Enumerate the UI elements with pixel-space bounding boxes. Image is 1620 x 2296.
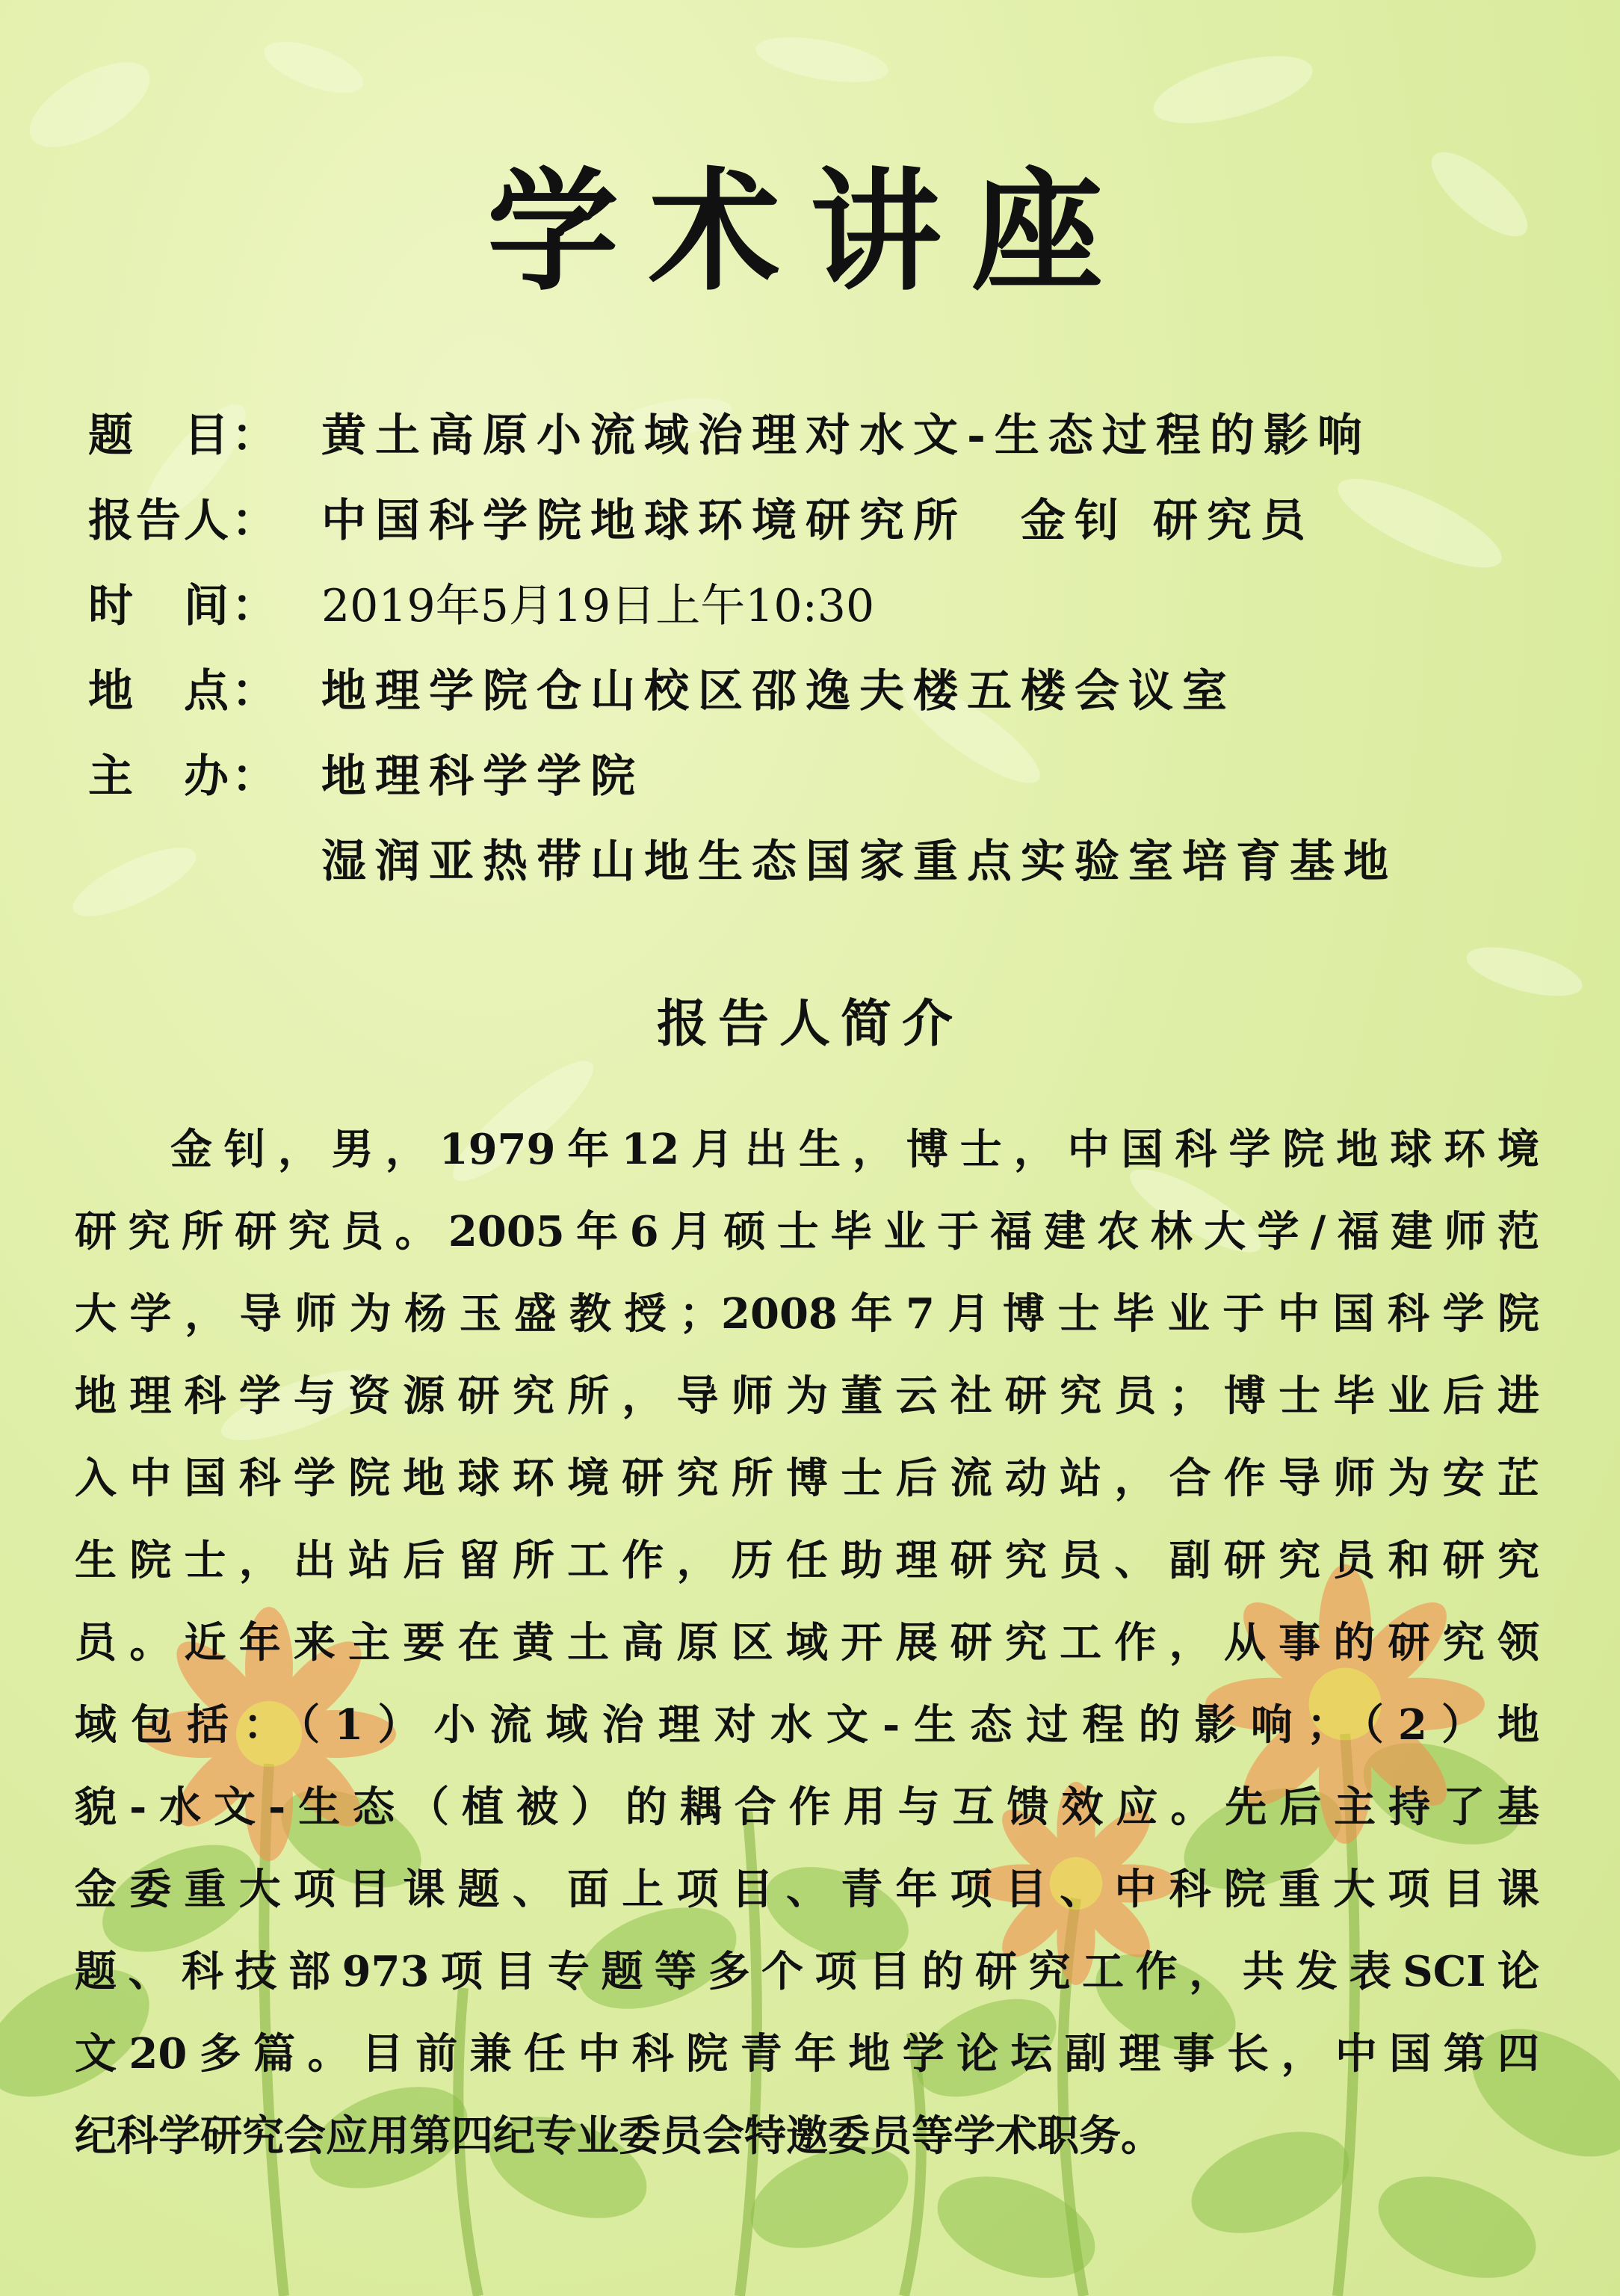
bio-title: 报告人简介 — [656, 994, 963, 1054]
host-row-2 — [321, 828, 1397, 895]
host-value-2: 湿润亚热带山地生态国家重点实验室培育基地 — [321, 836, 1397, 888]
venue-row — [88, 658, 1236, 725]
poster-title: 学术讲座 — [486, 154, 1133, 309]
bio-line: 金钊，男，1979年12月出生，博士，中国科学院地球环境 — [170, 1125, 1539, 1174]
bio-line: 文20多篇。目前兼任中科院青年地学论坛副理事长，中国第四 — [75, 2029, 1539, 2079]
bio-line: 大学，导师为杨玉盛教授；2008年7月博士毕业于中国科学院 — [75, 1289, 1539, 1339]
speaker-label: 报告人： — [88, 495, 279, 547]
venue-value: 地理学院仓山校区邵逸夫楼五楼会议室 — [321, 665, 1236, 718]
bio-line: 地理科学与资源研究所，导师为董云社研究员；博士毕业后进 — [75, 1371, 1539, 1421]
bio-line: 入中国科学院地球环境研究所博士后流动站，合作导师为安芷 — [75, 1454, 1539, 1503]
speaker-value: 中国科学院地球环境研究所 金钊 研究员 — [321, 495, 1314, 547]
venue-label: 地 点： — [88, 665, 279, 718]
host-label: 主 办： — [88, 750, 279, 803]
host-value: 地理科学学院 — [321, 750, 644, 803]
bio-line: 金委重大项目课题、面上项目、青年项目、中科院重大项目课 — [75, 1865, 1539, 1914]
speaker-row — [88, 487, 1314, 555]
bio-line: 域包括：（1）小流域治理对水文-生态过程的影响；（2）地 — [75, 1700, 1539, 1750]
host-row — [88, 743, 644, 810]
topic-value: 黄土高原小流域治理对水文-生态过程的影响 — [321, 410, 1371, 462]
time-row — [88, 573, 874, 640]
bio-line: 员。近年来主要在黄土高原区域开展研究工作，从事的研究领 — [75, 1618, 1539, 1667]
bio-line: 生院士，出站后留所工作，历任助理研究员、副研究员和研究 — [75, 1536, 1539, 1585]
topic-row — [88, 402, 1371, 469]
bio-line: 貌-水文-生态（植被）的耦合作用与互馈效应。先后主持了基 — [75, 1783, 1539, 1832]
bio-line: 纪科学研究会应用第四纪专业委员会特邀委员等学术职务。 — [75, 2111, 1163, 2161]
bio-line: 研究所研究员。2005年6月硕士毕业于福建农林大学/福建师范 — [75, 1207, 1539, 1256]
bio-line: 题、科技部973项目专题等多个项目的研究工作，共发表SCI论 — [75, 1947, 1539, 1996]
time-label: 时 间： — [88, 580, 279, 632]
time-value: 2019年5月19日上午10:30 — [321, 580, 875, 632]
topic-label: 题 目： — [88, 410, 279, 462]
